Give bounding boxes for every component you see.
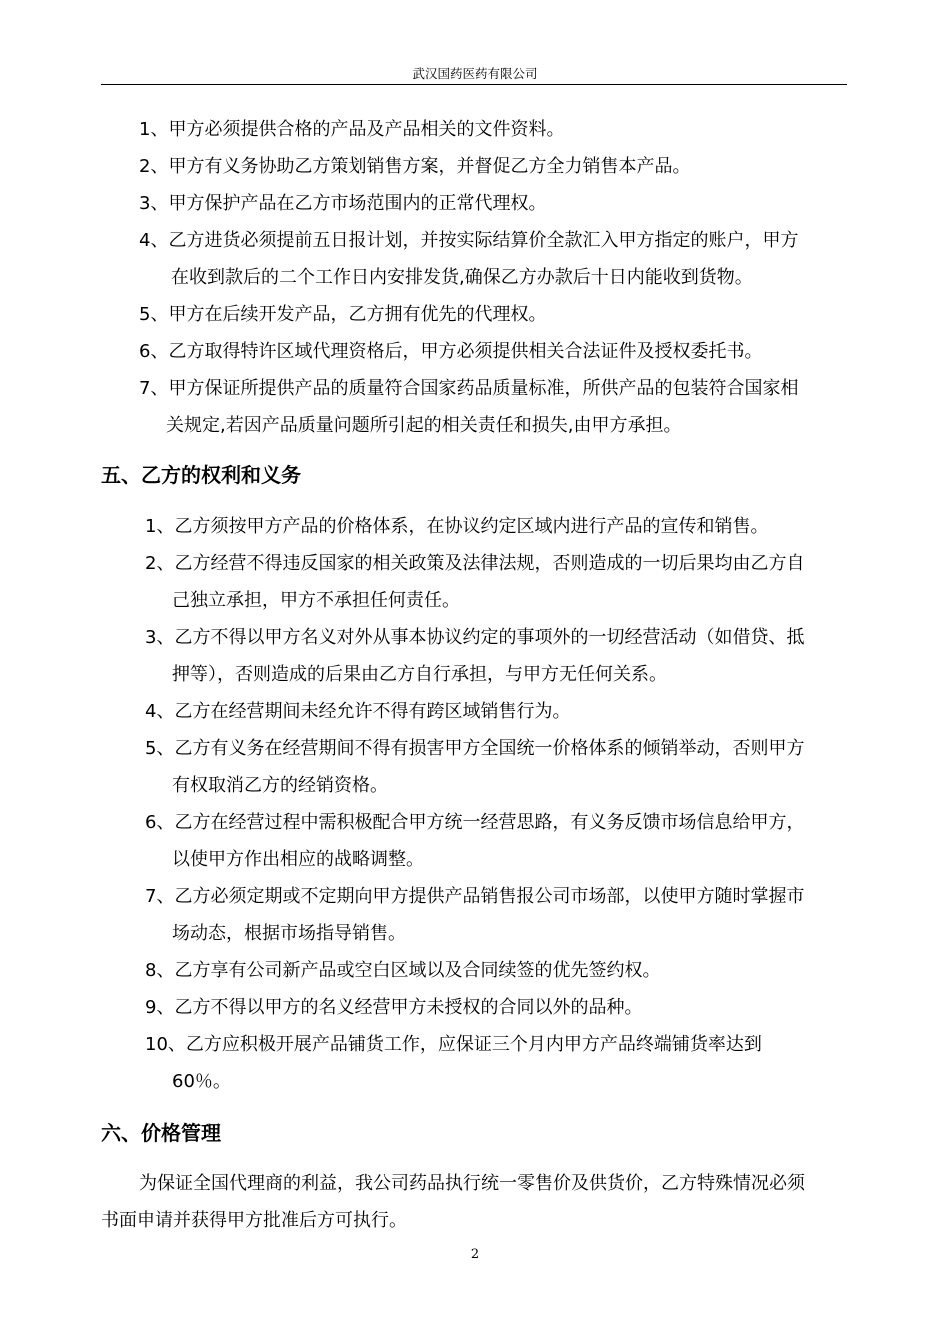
yi-item-2: 2、乙方经营不得违反国家的相关政策及法律法规，否则造成的一切后果均由乙方自 bbox=[145, 553, 805, 574]
yi-item-6: 6、乙方在经营过程中需积极配合甲方统一经营思路，有义务反馈市场信息给甲方， bbox=[145, 812, 805, 833]
jia-item-6: 6、乙方取得特许区域代理资格后，甲方必须提供相关合法证件及授权委托书。 bbox=[139, 341, 763, 362]
yi-item-5-continued: 有权取消乙方的经销资格。 bbox=[172, 775, 388, 796]
yi-item-9: 9、乙方不得以甲方的名义经营甲方未授权的合同以外的品种。 bbox=[145, 997, 643, 1018]
yi-item-6-continued: 以使甲方作出相应的战略调整。 bbox=[172, 849, 424, 870]
yi-item-3-continued: 押等），否则造成的后果由乙方自行承担，与甲方无任何关系。 bbox=[172, 664, 667, 685]
yi-item-10: 10、乙方应积极开展产品铺货工作，应保证三个月内甲方产品终端铺货率达到 bbox=[145, 1034, 762, 1055]
yi-item-4: 4、乙方在经营期间未经允许不得有跨区域销售行为。 bbox=[145, 701, 571, 722]
yi-item-1: 1、乙方须按甲方产品的价格体系，在协议约定区域内进行产品的宣传和销售。 bbox=[145, 516, 769, 537]
yi-item-7-continued: 场动态，根据市场指导销售。 bbox=[172, 923, 406, 944]
yi-item-3: 3、乙方不得以甲方名义对外从事本协议约定的事项外的一切经营活动（如借贷、抵 bbox=[145, 627, 805, 648]
jia-item-1: 1、甲方必须提供合格的产品及产品相关的文件资料。 bbox=[139, 119, 565, 140]
price-paragraph-line-1: 为保证全国代理商的利益，我公司药品执行统一零售价及供货价，乙方特殊情况必须 bbox=[139, 1173, 805, 1194]
header-company-name: 武汉国药医药有限公司 bbox=[412, 66, 538, 81]
jia-item-5: 5、甲方在后续开发产品，乙方拥有优先的代理权。 bbox=[139, 304, 547, 325]
jia-item-7: 7、甲方保证所提供产品的质量符合国家药品质量标准，所供产品的包装符合国家相 bbox=[139, 378, 799, 399]
header-divider bbox=[101, 84, 847, 85]
section-five-heading: 五、乙方的权利和义务 bbox=[101, 463, 301, 487]
yi-item-8: 8、乙方享有公司新产品或空白区域以及合同续签的优先签约权。 bbox=[145, 960, 661, 981]
yi-item-10-continued: 60％。 bbox=[172, 1071, 231, 1092]
yi-item-7: 7、乙方必须定期或不定期向甲方提供产品销售报公司市场部，以使甲方随时掌握市 bbox=[145, 886, 805, 907]
jia-item-4-continued: 在收到款后的二个工作日内安排发货,确保乙方办款后十日内能收到货物。 bbox=[171, 267, 753, 288]
yi-item-2-continued: 己独立承担，甲方不承担任何责任。 bbox=[172, 590, 460, 611]
jia-item-7-continued: 关规定,若因产品质量问题所引起的相关责任和损失,由甲方承担。 bbox=[166, 415, 682, 436]
jia-item-4: 4、乙方进货必须提前五日报计划，并按实际结算价全款汇入甲方指定的账户，甲方 bbox=[139, 230, 799, 251]
jia-item-2: 2、甲方有义务协助乙方策划销售方案，并督促乙方全力销售本产品。 bbox=[139, 156, 691, 177]
section-six-heading: 六、价格管理 bbox=[101, 1121, 221, 1145]
page-number: 2 bbox=[470, 1247, 480, 1262]
yi-item-5: 5、乙方有义务在经营期间不得有损害甲方全国统一价格体系的倾销举动，否则甲方 bbox=[145, 738, 805, 759]
jia-item-3: 3、甲方保护产品在乙方市场范围内的正常代理权。 bbox=[139, 193, 547, 214]
price-paragraph-line-2: 书面申请并获得甲方批准后方可执行。 bbox=[101, 1210, 407, 1231]
